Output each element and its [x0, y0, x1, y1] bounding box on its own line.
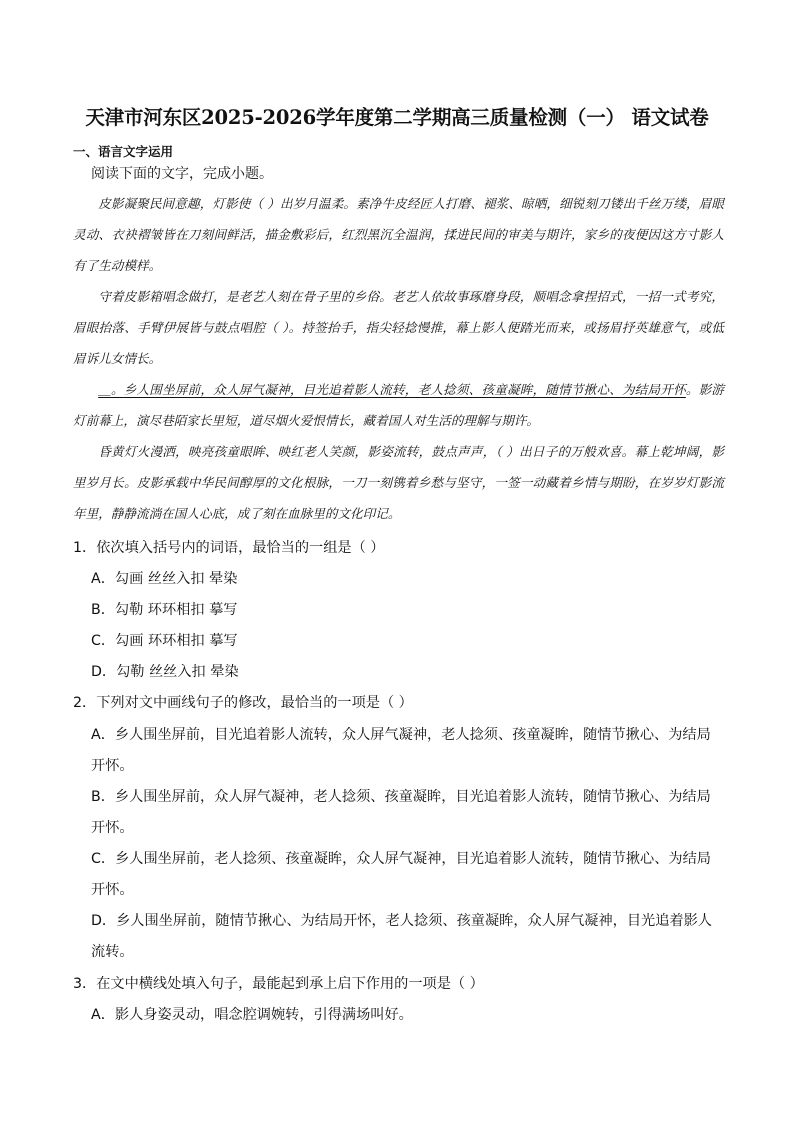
passage-paragraph-2: 守着皮影箱唱念做打，是老艺人刻在骨子里的乡俗。老艺人依故事琢磨身段，顺唱念拿捏招式，一招一式考究，眉眼抬落、手臂伊展皆与鼓点唱腔（ ）。持签抬手，指尖轻捻慢推，幕上影人便踏光而来，或扬眉抒英雄意气，或低眉诉儿女情长。: [73, 289, 724, 366]
exam-title: 天津市河东区2025-2026学年度第二学期高三质量检测（一） 语文试卷: [85, 106, 709, 129]
question-1-option-c: C．勾画 环环相扣 摹写: [91, 633, 238, 649]
question-1-option-d: D．勾勒 丝丝入扣 晕染: [91, 664, 239, 680]
passage-paragraph-4: 昏黄灯火漫洒，映亮孩童眼眸、映红老人笑颜，影姿流转，鼓点声声，（ ）出日子的万般欢喜。幕上乾坤阔，影里岁月长。皮影承载中华民间醇厚的文化根脉，一刀一刻镌着乡愁与坚守，一签一动藏着乡情与期盼，在岁岁灯影流年里，静静流淌在国人心底，成了刻在血脉里的文化印记。: [73, 444, 724, 521]
question-2-option-a: A．乡人围坐屏前，目光追着影人流转，众人屏气凝神，老人捻须、孩童凝眸，随情节揪心、为结局开怀。: [91, 727, 711, 774]
question-2-option-d: D．乡人围坐屏前，随情节揪心、为结局开怀，老人捻须、孩童凝眸，众人屏气凝神，目光追着影人流转。: [91, 913, 712, 960]
question-1-option-a: A．勾画 丝丝入扣 晕染: [91, 571, 238, 587]
question-1-option-b: B．勾勒 环环相扣 摹写: [91, 602, 238, 618]
question-2-stem: 2．下列对文中画线句子的修改，最恰当的一项是（ ）: [73, 695, 413, 711]
underlined-sentence: 乡人围坐屏前，众人屏气凝神，目光追着影人流转，老人捻须、孩童凝眸，随情节揪心、为结局开怀: [123, 382, 686, 397]
question-3-stem: 3．在文中横线处填入句子，最能起到承上启下作用的一项是（ ）: [73, 976, 484, 992]
question-2-option-c: C．乡人围坐屏前，老人捻须、孩童凝眸，众人屏气凝神，目光追着影人流转，随情节揪心、为结局开怀。: [91, 851, 711, 898]
passage-paragraph-3-tail: 。影游灯前幕上，演尽巷陌家长里短，道尽烟火爱恨情长，藏着国人对生活的理解与期许。: [73, 382, 725, 428]
passage-paragraph-3: [73, 374, 724, 436]
reading-instruction: 阅读下面的文字，完成小题。: [91, 166, 273, 182]
section-heading: 一、语言文字运用: [73, 144, 174, 159]
question-3-option-a: A．影人身姿灵动，唱念腔调婉转，引得满场叫好。: [91, 1007, 413, 1023]
fill-blank-line: ＿。: [98, 382, 124, 397]
question-1-stem: 1．依次填入括号内的词语，最恰当的一组是（ ）: [73, 540, 385, 556]
passage-paragraph-1: 皮影凝聚民间意趣，灯影使（ ）出岁月温柔。素净牛皮经匠人打磨、褪浆、晾晒，细锐刻刀镂出千丝万缕，眉眼灵动、衣袂褶皱皆在刀刻间鲜活，描金敷彩后，红烈黑沉全温润，揉进民间的审美与期许，家乡的夜便因这方寸影人有了生动模样。: [73, 196, 724, 273]
question-2-option-b: B．乡人围坐屏前，众人屏气凝神，老人捻须、孩童凝眸，目光追着影人流转，随情节揪心、为结局开怀。: [91, 789, 711, 836]
